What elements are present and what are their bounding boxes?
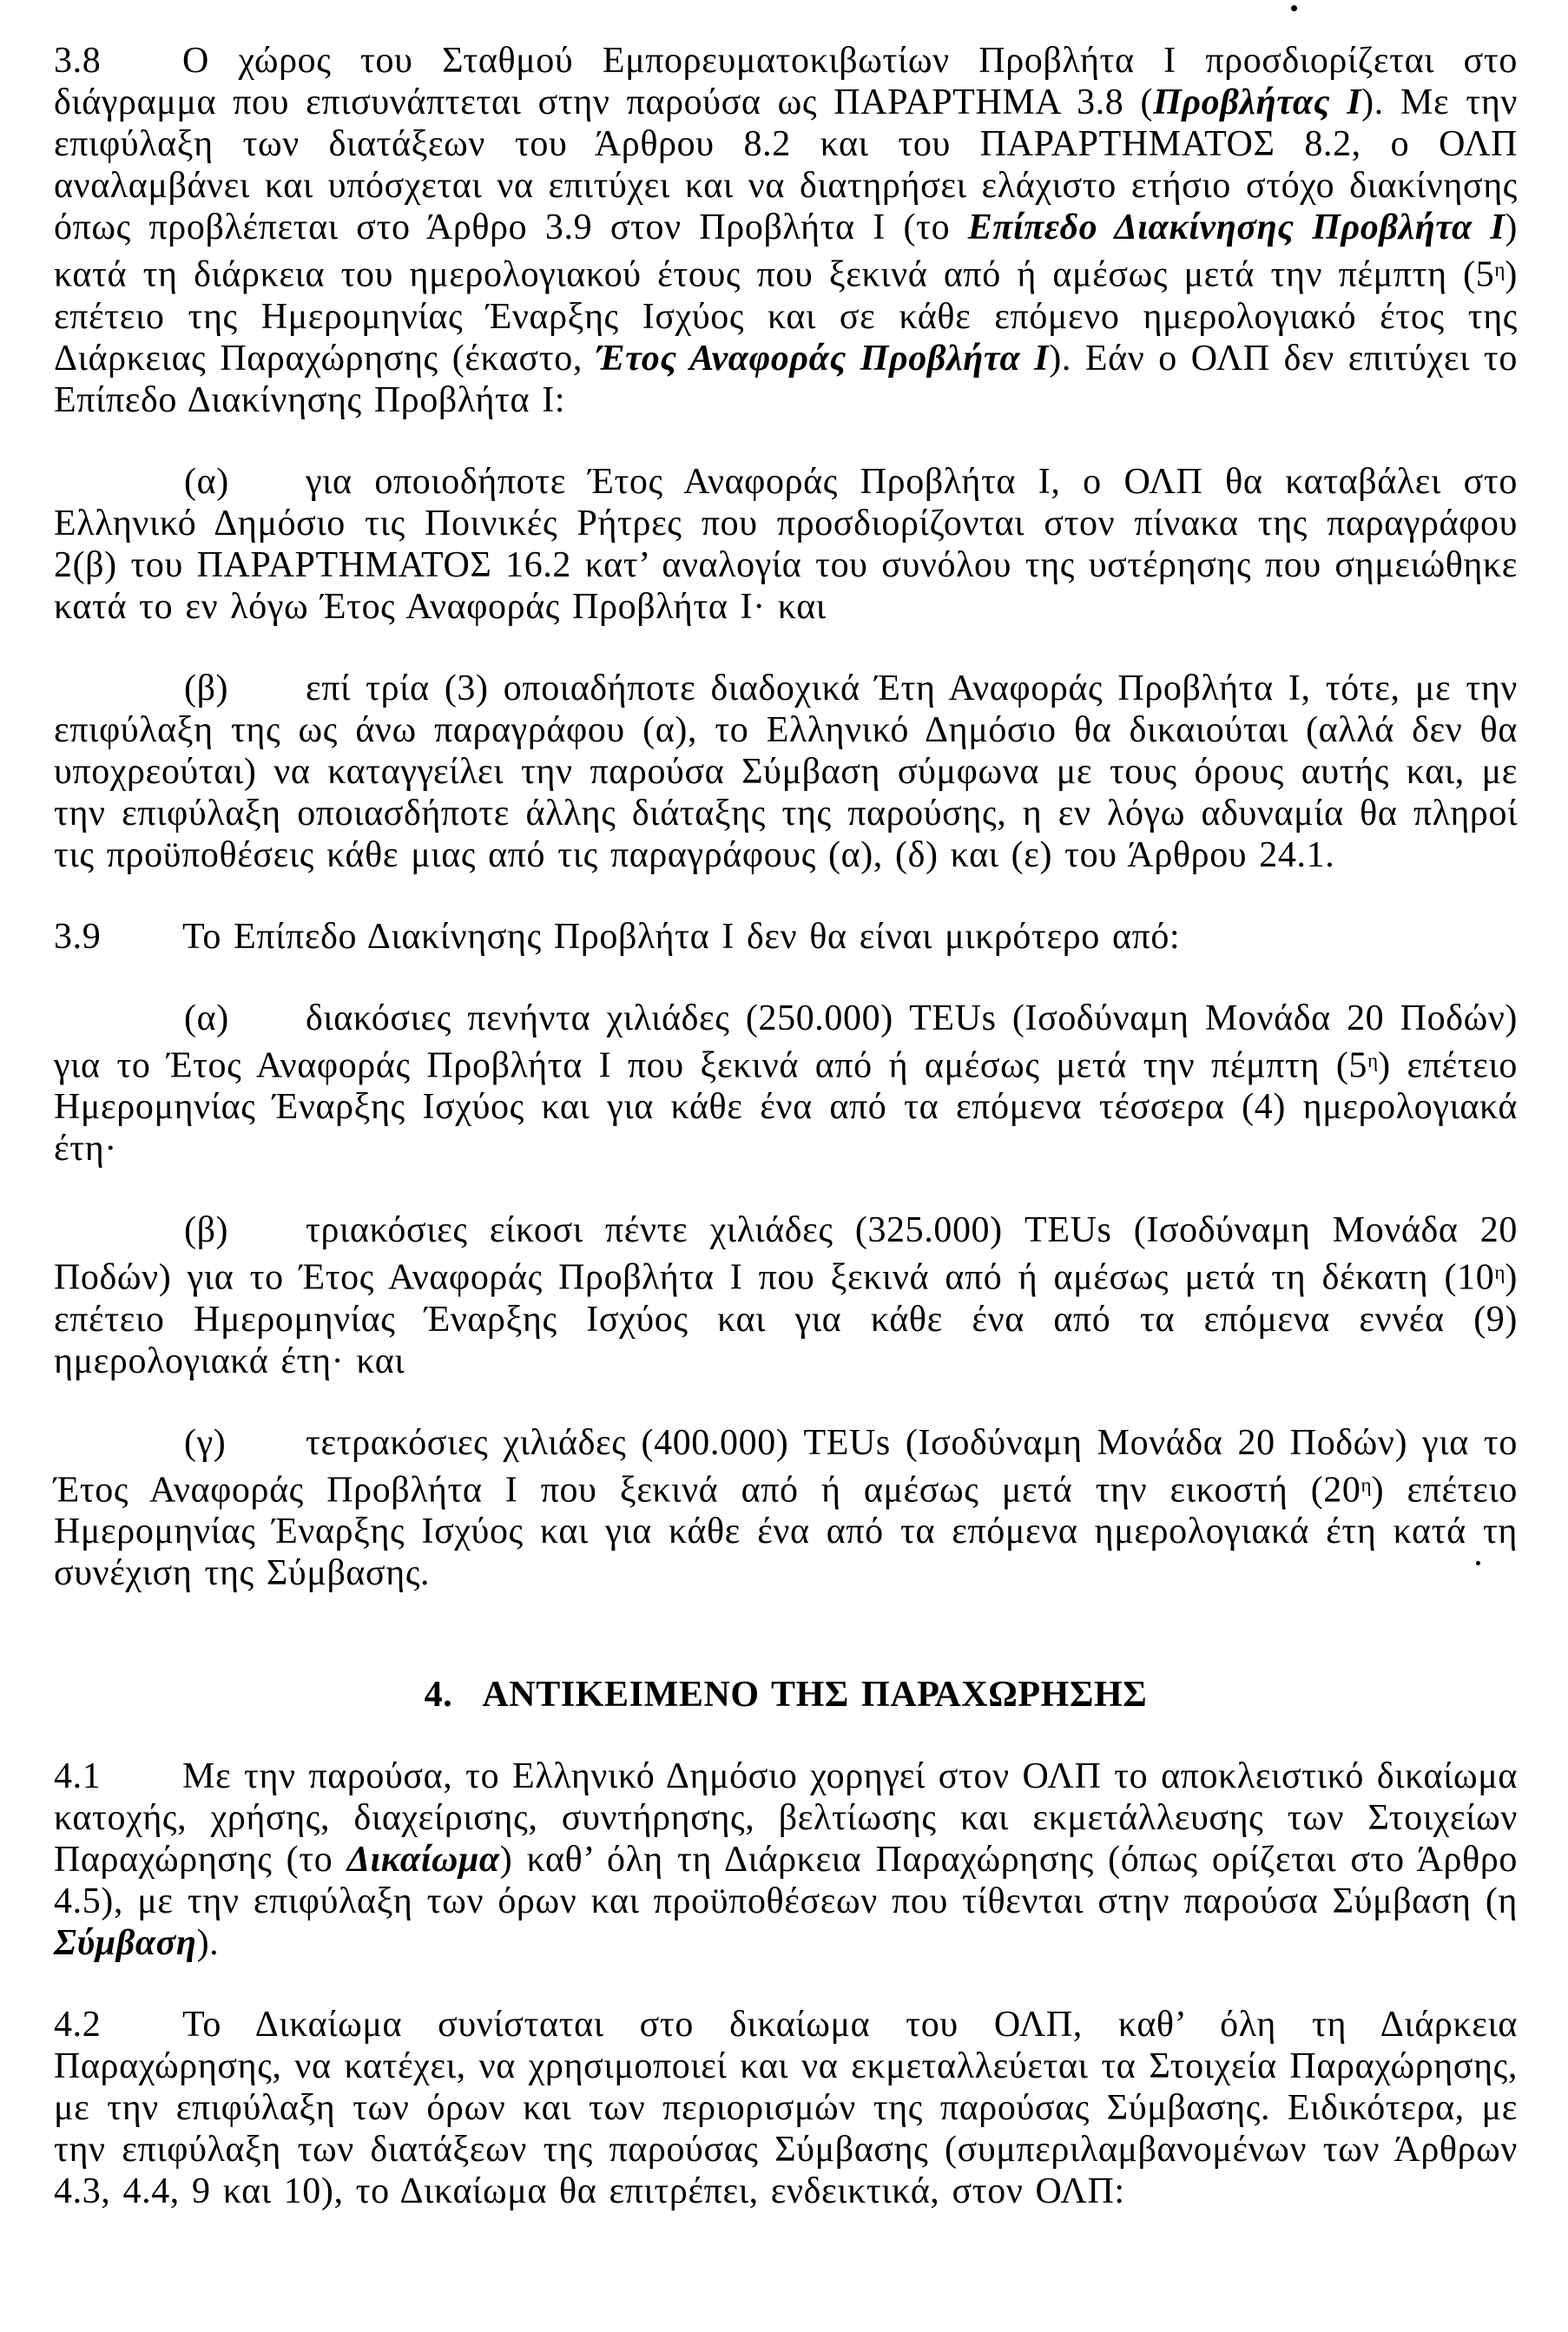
text-segment: ) επέτειο Ημερομηνίας Έναρξης Ισχύος και για κάθε ένα από τα επόμενα ημερολογιακά έτη κατά τη συνέχιση της Σύμβασης. [54,1470,1518,1594]
text-segment: η [1367,1048,1379,1071]
text-segment: Το Δικαίωμα συνίσταται στο δικαίωμα του ΟΛΠ, καθ’ όλη τη Διάρκεια Παραχώρησης, να κατέχει, να χρησιμοποιεί και να εκμεταλλεύεται τα Στοιχεία Παραχώρησης, με την επιφύλαξη των όρων και των περιορισμών της παρούσας Σύμβασης. Ειδικότερα, με την επιφύλαξη των διατάξεων της παρούσας Σύμβασης (συμπεριλαμβανομένων των Άρθρων 4.3, 4.4, 9 και 10), το Δικαίωμα θα επιτρέπει, ενδεικτικά, στον ΟΛΠ: [54,2005,1518,2212]
heading-article-4 [54,1674,1518,1716]
text-segment: Δικαίωμα [346,1840,500,1881]
text-segment: Το Επίπεδο Διακίνησης Προβλήτα Ι δεν θα είναι μικρότερο από: [182,916,1181,957]
text-segment: επί τρία (3) οποιαδήποτε διαδοχικά Έτη Αναφοράς Προβλήτα Ι, τότε, με την επιφύλαξη της ως άνω παραγράφου (α), το Ελληνικό Δημόσιο θα δικαιούται (αλλά δεν θα υποχρεούται) να καταγγείλει την παρούσα Σύμβαση σύμφωνα με τους όρους αυτής και, με την επιφύλαξη οποιασδήποτε άλλης διάταξης της παρούσης, η εν λόγω αδυναμία θα πληροί τις προϋποθέσεις κάθε μιας από τις παραγράφους (α), (δ) και (ε) του Άρθρου 24.1. [54,668,1518,875]
text-segment: ) καθ’ όλη τη Διάρκεια Παραχώρησης (όπως ορίζεται στο Άρθρο 4.5), με την επιφύλαξη των όρων και προϋποθέσεων που τίθενται στην παρούσα Σύμβαση (η [54,1840,1518,1922]
clause-4-1 [54,1756,1518,1964]
clause-3-8-b [54,668,1518,876]
clause-letter: (α) [184,998,229,1038]
text-segment: ) επέτειο Ημερομηνίας Έναρξης Ισχύος και για κάθε ένα από τα επόμενα τέσσερα (4) ημερολογιακά έτη· [54,1045,1518,1169]
text-segment: τετρακόσιες χιλιάδες (400.000) TEUs (Ισοδύναμη Μονάδα 20 Ποδών) για το Έτος Αναφοράς Προβλήτα Ι που ξεκινά από ή αμέσως μετά την εικοστή (20 [54,1422,1518,1511]
text-segment: Προβλήτας Ι [1153,82,1362,122]
clause-letter: (α) [184,461,229,502]
text-segment: ) επέτειο της Ημερομηνίας Έναρξης Ισχύος και σε κάθε επόμενο ημερολογιακό έτος της Διάρκειας Παραχώρησης (έκαστο, [54,254,1518,379]
text-segment: διακόσιες πενήντα χιλιάδες (250.000) TEUs (Ισοδύναμη Μονάδα 20 Ποδών) για το Έτος Αναφοράς Προβλήτα Ι που ξεκινά από ή αμέσως μετά την πέμπτη (5 [54,998,1518,1086]
clause-letter: (β) [184,1210,229,1251]
document-body [54,40,1518,2212]
clause-3-9-a [54,998,1518,1170]
text-segment: Με την παρούσα, το Ελληνικό Δημόσιο χορηγεί στον ΟΛΠ το αποκλειστικό δικαίωμα κατοχής, χρήσης, διαχείρισης, συντήρησης, βελτίωσης και εκμετάλλευσης των Στοιχείων Παραχώρησης (το [54,1756,1518,1881]
text-segment: η [1494,258,1505,280]
clause-4-2 [54,2004,1518,2212]
clause-3-9 [54,916,1518,958]
text-segment: για οποιοδήποτε Έτος Αναφοράς Προβλήτα Ι, ο ΟΛΠ θα καταβάλει στο Ελληνικό Δημόσιο τις Ποινικές Ρήτρες που προσδιορίζονται στον πίνακα της παραγράφου 2(β) του ΠΑΡΑΡΤΗΜΑΤΟΣ 16.2 κατ’ αναλογία του συνόλου της υστέρησης που σημειώθηκε κατά το εν λόγω Έτος Αναφοράς Προβλήτα Ι· και [54,461,1518,627]
clause-letter: (γ) [184,1422,227,1463]
scan-speck [1291,5,1297,11]
text-segment: η [1494,1261,1505,1284]
text-segment: τριακόσιες είκοσι πέντε χιλιάδες (325.000) TEUs (Ισοδύναμη Μονάδα 20 Ποδών) για το Έτος Αναφοράς Προβλήτα Ι που ξεκινά από ή αμέσως μετά τη δέκατη (10 [54,1210,1518,1298]
clause-number: 3.9 [54,916,102,957]
clause-number: 4.1 [54,1756,102,1797]
clause-3-9-c [54,1422,1518,1595]
heading-title: ΑΝΤΙΚΕΙΜΕΝΟ ΤΗΣ ΠΑΡΑΧΩΡΗΣΗΣ [482,1675,1148,1716]
text-segment: ). [196,1923,220,1964]
clause-3-9-b [54,1209,1518,1382]
clause-letter: (β) [184,668,229,708]
text-segment: Έτος Αναφοράς Προβλήτα Ι [596,338,1050,379]
clause-number: 4.2 [54,2005,102,2045]
text-segment: Ο χώρος του Σταθμού Εμπορευματοκιβωτίων Προβλήτα Ι προσδιορίζεται στο διάγραμμα που επισυνάπτεται στην παρούσα ως ΠΑΡΑΡΤΗΜΑ 3.8 ( [54,41,1518,122]
text-segment: η [1360,1472,1372,1496]
scan-speck [1476,1561,1480,1565]
clause-3-8 [54,40,1518,421]
text-segment: ) επέτειο Ημερομηνίας Έναρξης Ισχύος και για κάθε ένα από τα επόμενα εννέα (9) ημερολογιακά έτη· και [54,1257,1518,1381]
text-segment: ). Με την επιφύλαξη των διατάξεων του Άρθρου 8.2 και του ΠΑΡΑΡΤΗΜΑΤΟΣ 8.2, ο ΟΛΠ αναλαμβάνει και υπόσχεται να επιτύχει και να διατηρήσει ελάχιστο ετήσιο στόχο διακίνησης όπως προβλέπεται στο Άρθρο 3.9 στον Προβλήτα Ι (το [54,82,1518,247]
text-segment: ) κατά τη διάρκεια του ημερολογιακού έτους που ξεκινά από ή αμέσως μετά την πέμπτη (5 [54,208,1518,295]
text-segment: Σύμβαση [54,1923,197,1964]
text-segment: ). Εάν ο ΟΛΠ δεν επιτύχει το Επίπεδο Διακίνησης Προβλήτα Ι: [54,338,1518,420]
heading-number: 4. [424,1675,453,1716]
text-segment: Επίπεδο Διακίνησης Προβλήτα Ι [967,208,1505,247]
clause-3-8-a [54,461,1518,628]
clause-number: 3.8 [54,41,102,81]
